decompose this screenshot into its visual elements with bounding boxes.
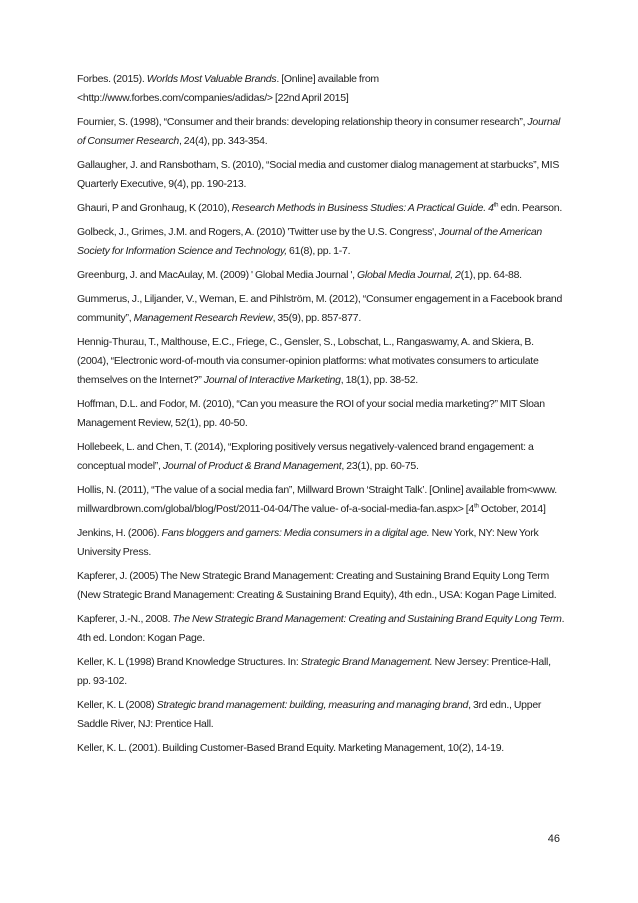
reference-entry bbox=[77, 610, 565, 648]
reference-list bbox=[77, 70, 565, 763]
reference-text: Keller, K. L. (2001). Building Customer-Based Brand Equity. Marketing Management, 10(2), 14-19. bbox=[77, 742, 504, 754]
reference-entry bbox=[77, 739, 565, 758]
reference-text: Kapferer, J. (2005) The New Strategic Brand Management: Creating and Sustaining Brand Equity Long Term (New Strategic Brand Management: Creating & Sustaining Brand Equity), 4th edn., USA: Kogan Page Limited. bbox=[77, 570, 557, 601]
italic-text: 4 bbox=[488, 202, 494, 214]
reference-entry bbox=[77, 524, 565, 562]
reference-text: . [Online] available from <http://www.forbes.com/companies/adidas/> [22nd April 2015] bbox=[77, 73, 379, 104]
reference-text: Keller, K. L (1998) Brand Knowledge Structures. In: bbox=[77, 656, 301, 668]
italic-text: Journal of Interactive Marketing bbox=[203, 374, 341, 386]
reference-text: October, 2014] bbox=[478, 503, 546, 515]
italic-text: Research Methods in Business Studies: A Practical Guide. bbox=[231, 202, 486, 214]
reference-entry bbox=[77, 70, 565, 108]
italic-text: The New Strategic Brand Management: Creating and Sustaining Brand Equity Long Term bbox=[172, 613, 562, 625]
reference-text: , 24(4), pp. 343-354. bbox=[178, 135, 268, 147]
reference-text: Hollis, N. (2011), “The value of a social media fan”, Millward Brown ‘Straight Talk’. [Online] available from<www. millwardbrown.com/global/blog/Post/2011-04-04/The value- of-a-social-media-fan.aspx> [4 bbox=[77, 484, 557, 515]
reference-text: New York, NY: New York University Press. bbox=[77, 527, 539, 558]
italic-text: Journal of Consumer Research bbox=[77, 116, 561, 147]
reference-entry bbox=[77, 438, 565, 476]
italic-text: Management Research Review bbox=[133, 312, 273, 324]
reference-text: Hoffman, D.L. and Fodor, M. (2010), “Can you measure the ROI of your social media marketing?” MIT Sloan Management Review, 52(1), pp. 40-50. bbox=[77, 398, 545, 429]
italic-text: Journal of the American Society for Information Science and Technology, bbox=[77, 226, 543, 257]
page-number: 46 bbox=[547, 833, 560, 845]
reference-text: New Jersey: Prentice-Hall, pp. 93-102. bbox=[77, 656, 551, 687]
reference-text: Keller, K. L (2008) bbox=[77, 699, 157, 711]
reference-text: Gummerus, J., Liljander, V., Weman, E. and Pihlström, M. (2012), “Consumer engagement in a Facebook brand community”, bbox=[77, 293, 563, 324]
reference-text: (1), pp. 64-88. bbox=[460, 269, 522, 281]
reference-text: Greenburg, J. and MacAulay, M. (2009) ' Global Media Journal ', bbox=[77, 269, 357, 281]
reference-entry bbox=[77, 333, 565, 390]
reference-text: Fournier, S. (1998), “Consumer and their brands: developing relationship theory in consumer research”, bbox=[77, 116, 528, 128]
superscript-text: th bbox=[474, 503, 479, 510]
reference-text: Golbeck, J., Grimes, J.M. and Rogers, A. (2010) 'Twitter use by the U.S. Congress', bbox=[77, 226, 439, 238]
reference-entry bbox=[77, 113, 565, 151]
italic-text: Strategic brand management: building, measuring and managing brand bbox=[156, 699, 469, 711]
reference-entry bbox=[77, 266, 565, 285]
reference-text: Kapferer, J.-N., 2008. bbox=[77, 613, 173, 625]
reference-entry bbox=[77, 290, 565, 328]
reference-text: Hennig-Thurau, T., Malthouse, E.C., Friege, C., Gensler, S., Lobschat, L., Rangaswamy, A. and Skiera, B. (2004), “Electronic word-of-mouth via consumer-opinion platforms: what motivates consumers to articulate themselves on the Internet?” bbox=[77, 336, 539, 386]
reference-text: . 4th ed. London: Kogan Page. bbox=[77, 613, 565, 644]
reference-text: , 35(9), pp. 857-877. bbox=[272, 312, 361, 324]
superscript-text: th bbox=[493, 202, 499, 209]
italic-text: Fans bloggers and gamers: Media consumers in a digital age. bbox=[161, 527, 430, 539]
reference-text: , 23(1), pp. 60-75. bbox=[341, 460, 419, 472]
reference-text: Jenkins, H. (2006). bbox=[77, 527, 162, 539]
reference-entry bbox=[77, 653, 565, 691]
reference-text: Gallaugher, J. and Ransbotham, S. (2010), “Social media and customer dialog management at starbucks”, MIS Quarterly Executive, 9(4), pp. 190-213. bbox=[77, 159, 560, 190]
reference-entry bbox=[77, 395, 565, 433]
reference-entry bbox=[77, 481, 565, 519]
reference-entry bbox=[77, 567, 565, 605]
reference-entry bbox=[77, 223, 565, 261]
reference-text: 61(8), pp. 1-7. bbox=[286, 245, 351, 257]
reference-text: Forbes. (2015). bbox=[77, 73, 147, 85]
italic-text: Global Media Journal, 2 bbox=[356, 269, 461, 281]
italic-text: Worlds Most Valuable Brands bbox=[146, 73, 277, 85]
italic-text: Journal of Product & Brand Management bbox=[162, 460, 342, 472]
italic-text: Strategic Brand Management. bbox=[300, 656, 433, 668]
reference-text: , 18(1), pp. 38-52. bbox=[340, 374, 418, 386]
reference-entry bbox=[77, 199, 565, 218]
reference-text: Hollebeek, L. and Chen, T. (2014), “Exploring positively versus negatively-valenced brand engagement: a conceptual model”, bbox=[77, 441, 534, 472]
reference-entry bbox=[77, 696, 565, 734]
reference-text: edn. Pearson. bbox=[498, 202, 563, 214]
reference-text: Ghauri, P and Gronhaug, K (2010), bbox=[77, 202, 232, 214]
reference-entry bbox=[77, 156, 565, 194]
reference-text: , 3rd edn., Upper Saddle River, NJ: Prentice Hall. bbox=[77, 699, 542, 730]
